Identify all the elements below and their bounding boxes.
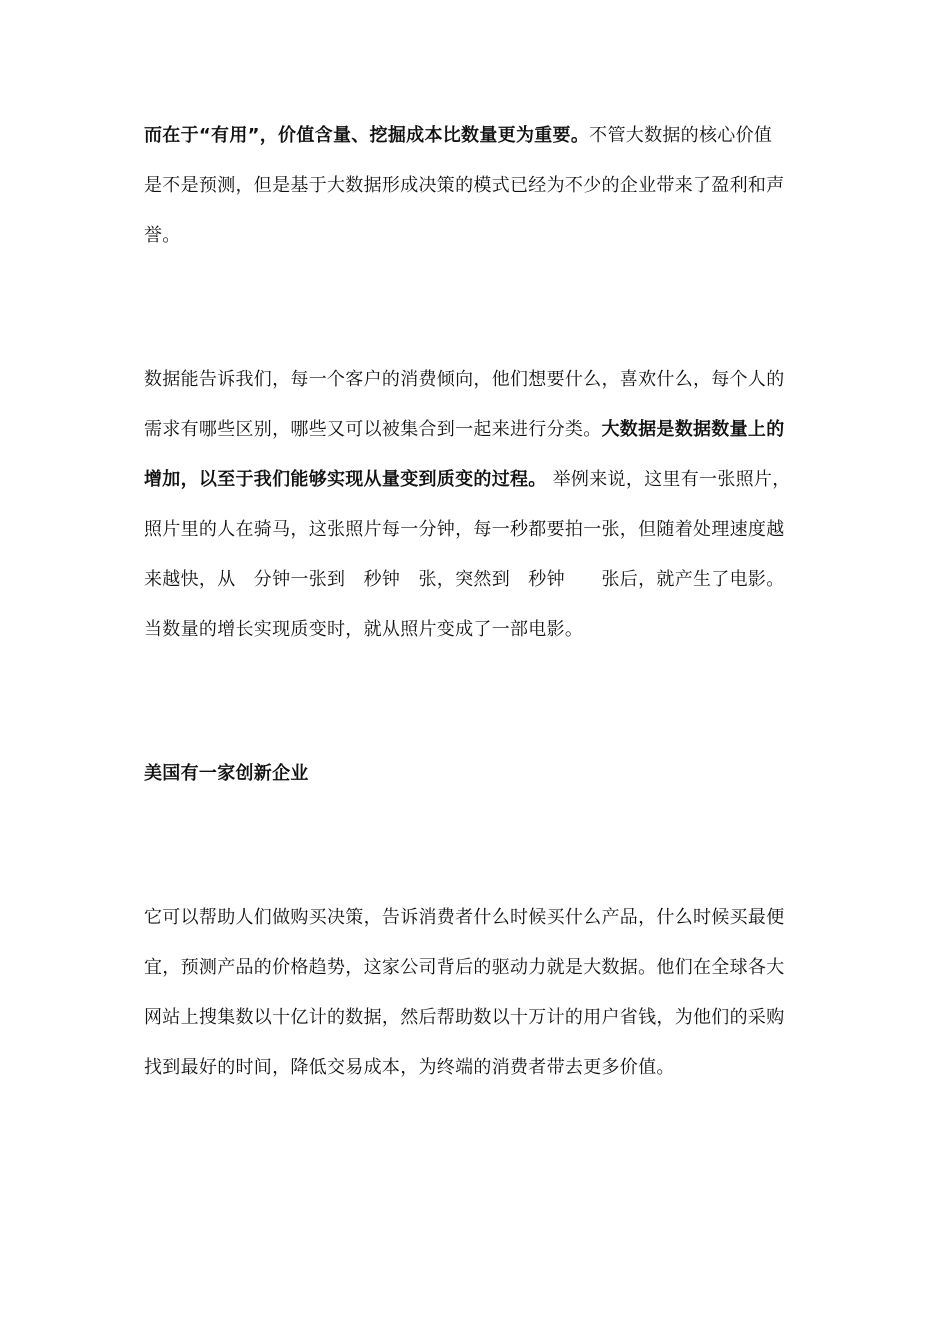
paragraph-2-line-1: 数据能告诉我们，每一个客户的消费倾向，他们想要什么，喜欢什么，每个人的 (144, 369, 785, 390)
bold-text: 而在于“有用”，价值含量、挖掘成本比数量更为重要。 (144, 125, 590, 146)
paragraph-2-line-5: 来越快，从 分钟一张到 秒钟 张，突然到 秒钟 张后，就产生了电影。 (144, 569, 785, 590)
paragraph-3-line-4: 找到最好的时间，降低交易成本，为终端的消费者带去更多价值。 (144, 1057, 675, 1078)
bold-text: 大数据是数据数量上的 (601, 419, 785, 440)
paragraph-2-line-4: 照片里的人在骑马，这张照片每一分钟，每一秒都要拍一张，但随着处理速度越 (144, 519, 785, 540)
section-heading: 美国有一家创新企业 (144, 763, 309, 784)
paragraph-2-line-6: 当数量的增长实现质变时，就从照片变成了一部电影。 (144, 619, 584, 640)
paragraph-3-line-2: 宜，预测产品的价格趋势，这家公司背后的驱动力就是大数据。他们在全球各大 (144, 957, 785, 978)
bold-text: 增加，以至于我们能够实现从量变到质变的过程。 (144, 469, 547, 490)
paragraph-1-line-3: 誉。 (144, 225, 181, 246)
paragraph-2-line-2 (144, 417, 814, 443)
body-text: 不管大数据的核心价值 (589, 125, 773, 146)
paragraph-3-line-3: 网站上搜集数以十亿计的数据，然后帮助数以十万计的用户省钱，为他们的采购 (144, 1007, 785, 1028)
paragraph-1-line-1 (144, 123, 814, 149)
body-text: 需求有哪些区别，哪些又可以被集合到一起来进行分类。 (144, 419, 602, 440)
body-text: 举例来说，这里有一张照片， (546, 469, 791, 490)
paragraph-2-line-3 (144, 467, 814, 493)
paragraph-3-line-1: 它可以帮助人们做购买决策，告诉消费者什么时候买什么产品，什么时候买最便 (144, 907, 785, 928)
paragraph-1-line-2: 是不是预测，但是基于大数据形成决策的模式已经为不少的企业带来了盈利和声 (144, 175, 785, 196)
